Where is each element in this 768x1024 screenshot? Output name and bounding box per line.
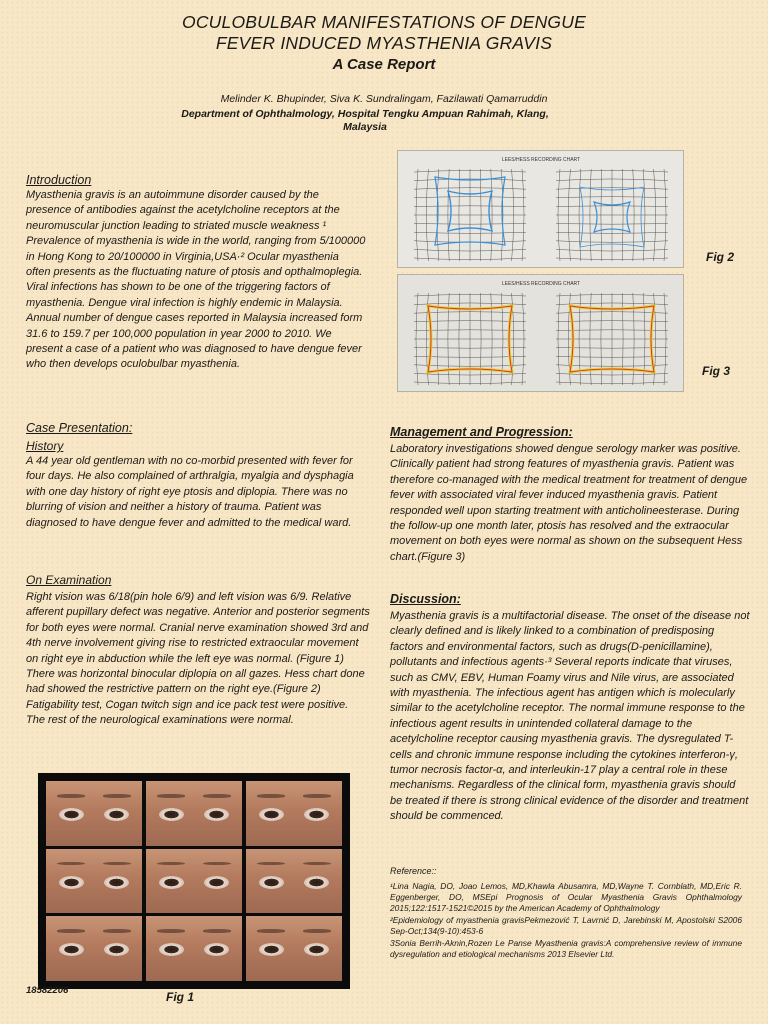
hess-chart-figure-2 (397, 150, 684, 268)
references-section (390, 866, 742, 961)
examination-section (26, 572, 370, 729)
photo-cell (46, 849, 142, 914)
photo-cell (246, 849, 342, 914)
reference-3: 3Sonia Berrih-Aknin,Rozen Le Panse Myasthenia gravis:A comprehensive review of immune dysregulation and etiological mechanisms 2013 Elsevier Ltd. (390, 938, 742, 959)
history-heading: History (26, 439, 64, 453)
photo-cell (146, 916, 242, 981)
fig3-caption: Fig 3 (702, 364, 731, 378)
photo-cell (146, 781, 242, 846)
reference-2: ²Epidemiology of myasthenia gravisPekmezović T, Lavrnić D, Jarebinski M, Apostolski S2006 Sep-Oct;134(9-10):453-6 (390, 915, 742, 936)
title-line-1: OCULOBULBAR MANIFESTATIONS OF DENGUE (182, 12, 586, 32)
introduction-heading: Introduction (26, 173, 92, 187)
reference-1: ¹Lina Nagia, DO, Joao Lemos, MD,Khawla Abusamra, MD,Wayne T. Cornblath, MD,Eric R. Eggenberger, DO, MSEpi Prognosis of Ocular Myasthenia Gravis Ophthalmology 2015;122:1517-1521©2015 by the American Academy of Ophthalmology (390, 881, 742, 913)
authors: Melinder K. Bhupinder, Siva K. Sundralingam, Fazilawati Qamarruddin (220, 93, 548, 105)
hess-chart-2-title: LEES/HESS RECORDING CHART (501, 157, 581, 163)
hess-chart-figure-3 (397, 274, 684, 392)
hess-chart-3-title: LEES/HESS RECORDING CHART (501, 281, 581, 287)
hess-chart-3-drawing (398, 275, 684, 392)
management-heading: Management and Progression: (390, 425, 573, 439)
discussion-text: Myasthenia gravis is a multifactorial disease. The onset of the disease not clearly defined and is likely linked to a combination of predisposing factors and environmental factors, such as drugs(D-penicillamine), pollutants and infectious agents·³ Several reports indicate that viruses, such as CMV, EBV, Human Foamy virus and Nile virus, are associated with myasthenia. The infectious agent has antigen which is molecularly similar to the acetylcholine receptor. The normal immune response to the infectious agent results in unintended collateral damage to the acetylcholine receptor causing myasthenia gravis. The dysregulated T-cells and chronic immune response including the cytokines interferon-γ, tumor necrosis factor-α, and interleukin-17 play a central role in these mechanisms. Regardless of the clinical form, myasthenia gravis should be treated if there is strong clinical evidence of the disorder and treatment should be commenced. (390, 610, 750, 823)
photo-cell (246, 916, 342, 981)
title-line-2: FEVER INDUCED MYASTHENIA GRAVIS (215, 33, 553, 53)
fig1-caption: Fig 1 (166, 990, 195, 1004)
discussion-heading: Discussion: (390, 592, 461, 606)
case-presentation-heading: Case Presentation: (26, 421, 133, 435)
eye-movement-photo-grid (38, 773, 350, 989)
examination-text: Right vision was 6/18(pin hole 6/9) and left vision was 6/9. Relative afferent pupillary defect was negative. Anterior and posterior segments for both eyes were normal. Cranial nerve examination showed 3rd and 4th nerve involvement giving rise to restricted extraocular movement on right eye in abduction while the left eye was normal. (Figure 1) There was horizontal binocular diplopia on all gazes. Hess chart done had showed the restrictive pattern on the right eye.(Figure 2) Fatigability test, Cogan twitch sign and ice pack test were positive. The rest of the neurological examinations were normal. (26, 591, 370, 727)
page-id: 18582206 (26, 985, 69, 996)
subtitle: A Case Report (332, 56, 436, 73)
management-text: Laboratory investigations showed dengue serology marker was positive. Clinically patient had strong features of myasthenia gravis. Patient was therefore co-managed with the medical treatment for treatment of dengue fever with associated viral fever induced myasthenia gravis. Patient responded well upon starting treatment with anticholineesterase. During the follow-up one month later, ptosis has resolved and the extraocular movement on both eyes were normal as shown on the subsequent Hess chart.(Figure 3) (390, 443, 748, 563)
introduction-section (26, 172, 366, 373)
poster-title (0, 12, 768, 75)
photo-cell (46, 781, 142, 846)
department: Department of Ophthalmology, Hospital Tengku Ampuan Rahimah, Klang, Malaysia (181, 108, 549, 133)
photo-cell (146, 849, 242, 914)
introduction-text: Myasthenia gravis is an autoimmune disorder caused by the presence of antibodies against the acetylcholine receptors at the neuromuscular junction leading to striated muscle weakness ¹ Prevalence of myasthenia is wide in the world, ranging from 5/100000 in Hong Kong to 20/100000 in Virginia,USA·² Ocular myasthenia often presents as the fluctuating nature of ptosis and opthalmoplegia. Viral infections has shown to be one of the triggering factors of myasthenia. Dengue viral infection is highly endemic in Malaysia. Annual number of dengue cases reported in Malaysia increased form 31.6 to 159.7 per 100,000 population in year 2000 to 2010. We present a case of a patient who was diagnosed to have dengue fever who then develops oculobulbar myasthenia. (26, 189, 366, 371)
examination-heading: On Examination (26, 573, 112, 587)
discussion-section (390, 591, 750, 825)
management-section (390, 424, 750, 565)
hess-chart-2-drawing (398, 151, 684, 268)
case-presentation-section (26, 420, 370, 531)
photo-cell (46, 916, 142, 981)
photo-cell (246, 781, 342, 846)
history-text: A 44 year old gentleman with no co-morbid presented with fever for four days. He also complained of arthralgia, myalgia and dysphagia with one day history of right eye ptosis and diplopia. There was no blurring of vision and neither a history of trauma. Patient was diagnosed to have dengue fever and admitted to the medical ward. (26, 455, 354, 529)
references-title: Reference:: (390, 866, 437, 876)
fig2-caption: Fig 2 (706, 250, 735, 264)
